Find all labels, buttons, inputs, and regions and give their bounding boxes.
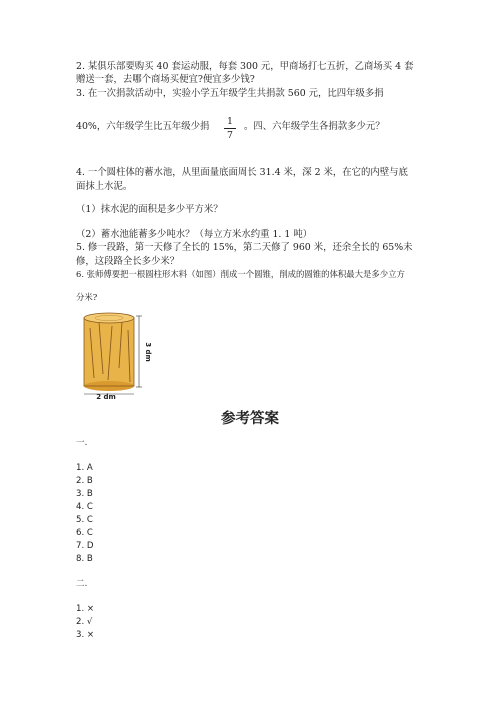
fraction-numerator: 1: [227, 116, 233, 127]
question-2-line-1: 2. 某俱乐部要购买 40 套运动服，每套 300 元，甲商场打七五折，乙商场买 4 套: [76, 61, 414, 72]
cylinder-wood-figure: [72, 308, 154, 400]
question-3-line-1: 3. 在一次捐款活动中，实验小学五年级学生共捐款 560 元，比四年级多捐: [76, 88, 384, 99]
question-3-line-2-part-a: 40%，六年级学生比五年级少捐: [76, 121, 210, 132]
answer-item: 3. B: [76, 489, 93, 499]
question-4-sub-1: （1）抹水泥的面积是多少平方米？: [76, 204, 223, 215]
question-4-line-1: 4. 一个圆柱体的蓄水池，从里面量底面周长 31.4 米，深 2 米，在它的内壁与底: [76, 167, 408, 178]
fraction-one-seventh: [224, 116, 236, 141]
section-2-heading: 二.: [76, 579, 88, 589]
answer-item: 1. A: [76, 463, 93, 473]
question-6-line-1: 6. 张师傅要把一根圆柱形木料（如图）削成一个圆锥，削成的圆锥的体积最大是多少立方: [76, 269, 405, 279]
question-6-line-2: 分米?: [76, 292, 98, 302]
answer-item: 1. ×: [76, 604, 95, 614]
answer-item: 7. D: [76, 541, 94, 551]
answer-item: 5. C: [76, 515, 93, 525]
question-4-line-2: 面抹上水泥。: [76, 181, 133, 192]
answer-item: 2. B: [76, 476, 93, 486]
answer-item: 4. C: [76, 502, 93, 512]
fraction-denominator: 7: [227, 130, 233, 141]
question-3-line-2-part-b: 。四、六年级学生各捐款多少元？: [244, 121, 385, 132]
answer-item: 3. ×: [76, 630, 95, 640]
question-5-line-2: 修，这段路全长多少米？: [76, 256, 180, 267]
question-5-line-1: 5. 修一段路，第一天修了全长的 15%，第二天修了 960 米，还余全长的 65%未: [76, 242, 413, 253]
question-2-line-2: 赠送一套，去哪个商场买便宜?便宜多少钱?: [76, 74, 255, 85]
fraction-bar: [224, 128, 236, 129]
section-1-heading: 一.: [76, 438, 88, 448]
answer-item: 2. √: [76, 617, 93, 627]
cylinder-top: [84, 313, 134, 323]
diameter-label: 2 dm: [96, 393, 116, 400]
answer-item: 6. C: [76, 528, 93, 538]
answer-key-title: 参考答案: [221, 411, 279, 427]
answer-item: 8. B: [76, 554, 93, 564]
question-4-sub-2: （2）蓄水池能蓄多少吨水？（每立方米水约重 1. 1 吨）: [76, 229, 313, 240]
height-label: 3 dm: [144, 342, 152, 362]
